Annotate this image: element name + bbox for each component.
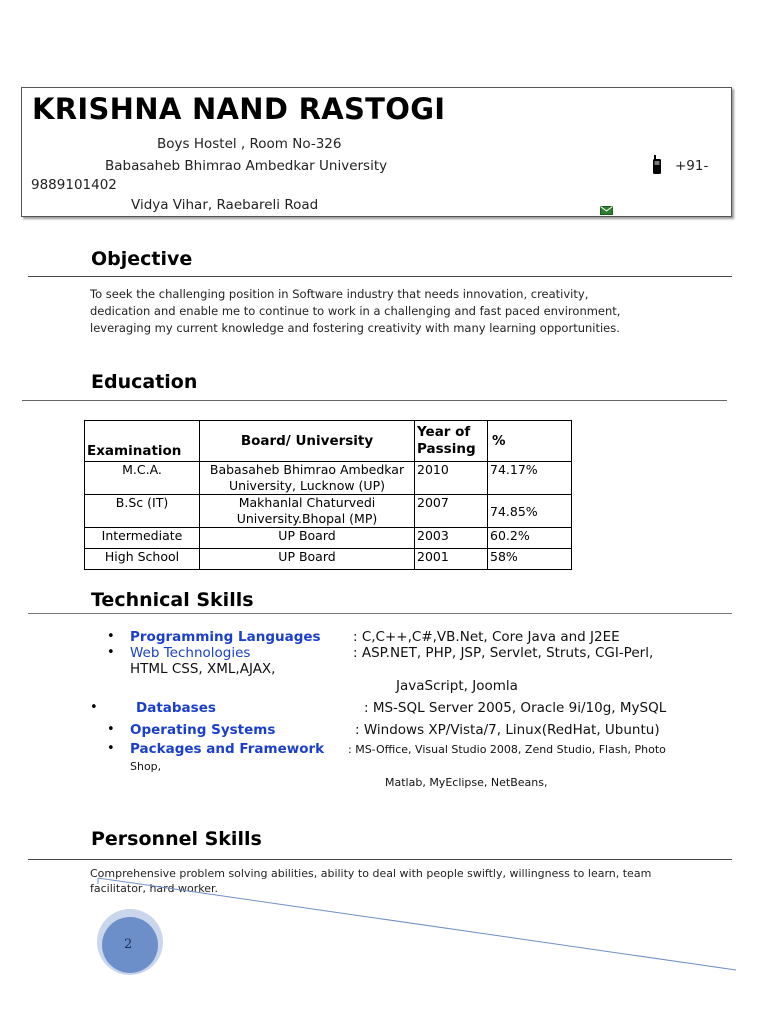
personnel-line: Comprehensive problem solving abilities, ability to deal with people swiftly, willingness to learn, team [90, 867, 652, 880]
personnel-skills-heading: Personnel Skills [91, 828, 262, 850]
technical-skills-heading: Technical Skills [91, 589, 254, 611]
address-line-2: Babasaheb Bhimrao Ambedkar University [105, 158, 388, 174]
education-divider [22, 400, 727, 401]
cell-percent: 60.2% [488, 528, 572, 549]
phone-prefix: +91- [675, 158, 709, 174]
table-row [85, 549, 572, 570]
cell-board: UP Board [200, 528, 415, 549]
bullet-icon: • [107, 722, 115, 737]
cell-exam: High School [85, 549, 200, 570]
skill-label-programming: Programming Languages [130, 629, 321, 645]
technical-divider [28, 613, 732, 614]
cell-board: Makhanlal Chaturvedi University.Bhopal (MP) [200, 495, 415, 528]
skill-value-packages: : MS-Office, Visual Studio 2008, Zend Studio, Flash, Photo [348, 743, 666, 756]
cell-board: UP Board [200, 549, 415, 570]
objective-line: dedication and enable me to continue to work in a challenging and fast paced environment, [90, 304, 621, 318]
skill-label-web: Web Technologies [130, 645, 251, 661]
cell-exam: B.Sc (IT) [85, 495, 200, 528]
objective-heading: Objective [91, 248, 193, 270]
address-line-1: Boys Hostel , Room No-326 [157, 136, 342, 152]
skill-value-packages-continued-2: Matlab, MyEclipse, NetBeans, [385, 776, 548, 789]
skill-value-web-continued-2: JavaScript, Joomla [396, 678, 518, 694]
skill-value-packages-continued: Shop, [130, 760, 162, 773]
table-header-row [85, 421, 572, 462]
education-table [84, 420, 572, 570]
skill-label-databases: Databases [136, 700, 216, 716]
personnel-line: facilitator, hard worker. [90, 882, 218, 895]
cell-percent: 58% [488, 549, 572, 570]
skill-label-packages: Packages and Framework [130, 741, 325, 757]
bullet-icon: • [107, 741, 115, 756]
personnel-divider [28, 859, 732, 860]
objective-divider [28, 276, 732, 277]
cell-exam: Intermediate [85, 528, 200, 549]
bullet-icon: • [90, 700, 98, 715]
skill-value-databases: : MS-SQL Server 2005, Oracle 9i/10g, MySQL [364, 700, 667, 716]
column-header-percent: % [488, 421, 572, 462]
footer-diagonal-line [98, 878, 736, 970]
cell-year: 2007 [415, 495, 488, 528]
cell-exam: M.C.A. [85, 462, 200, 495]
education-heading: Education [91, 371, 198, 393]
skill-value-os: : Windows XP/Vista/7, Linux(RedHat, Ubuntu) [355, 722, 660, 738]
table-row [85, 495, 572, 528]
cell-percent: 74.85% [488, 495, 572, 528]
objective-line: To seek the challenging position in Software industry that needs innovation, creativity, [90, 287, 589, 301]
cell-percent: 74.17% [488, 462, 572, 495]
cell-year: 2001 [415, 549, 488, 570]
column-header-examination: Examination [85, 421, 200, 462]
candidate-name: KRISHNA NAND RASTOGI [32, 92, 446, 126]
cell-year: 2003 [415, 528, 488, 549]
cell-board: Babasaheb Bhimrao Ambedkar University, Lucknow (UP) [200, 462, 415, 495]
objective-line: leveraging my current knowledge and fostering creativity with many learning opportunities. [90, 321, 620, 335]
mobile-phone-icon [651, 155, 663, 179]
skill-value-web-continued: HTML CSS, XML,AJAX, [130, 661, 276, 677]
bullet-icon: • [107, 629, 115, 644]
envelope-icon [600, 200, 613, 219]
column-header-year: Year of Passing [415, 421, 488, 462]
footer-decoration [0, 870, 768, 1024]
objective-text [90, 286, 620, 337]
skill-value-web: : ASP.NET, PHP, JSP, Servlet, Struts, CGI-Perl, [353, 645, 654, 661]
address-line-3: Vidya Vihar, Raebareli Road [131, 197, 319, 213]
skill-label-os: Operating Systems [130, 722, 276, 738]
table-row [85, 462, 572, 495]
skill-value-programming: : C,C++,C#,VB.Net, Core Java and J2EE [353, 629, 620, 645]
phone-number: 9889101402 [31, 177, 117, 193]
page-number: 2 [124, 937, 133, 952]
table-row [85, 528, 572, 549]
cell-year: 2010 [415, 462, 488, 495]
bullet-icon: • [107, 645, 115, 660]
column-header-board: Board/ University [200, 421, 415, 462]
